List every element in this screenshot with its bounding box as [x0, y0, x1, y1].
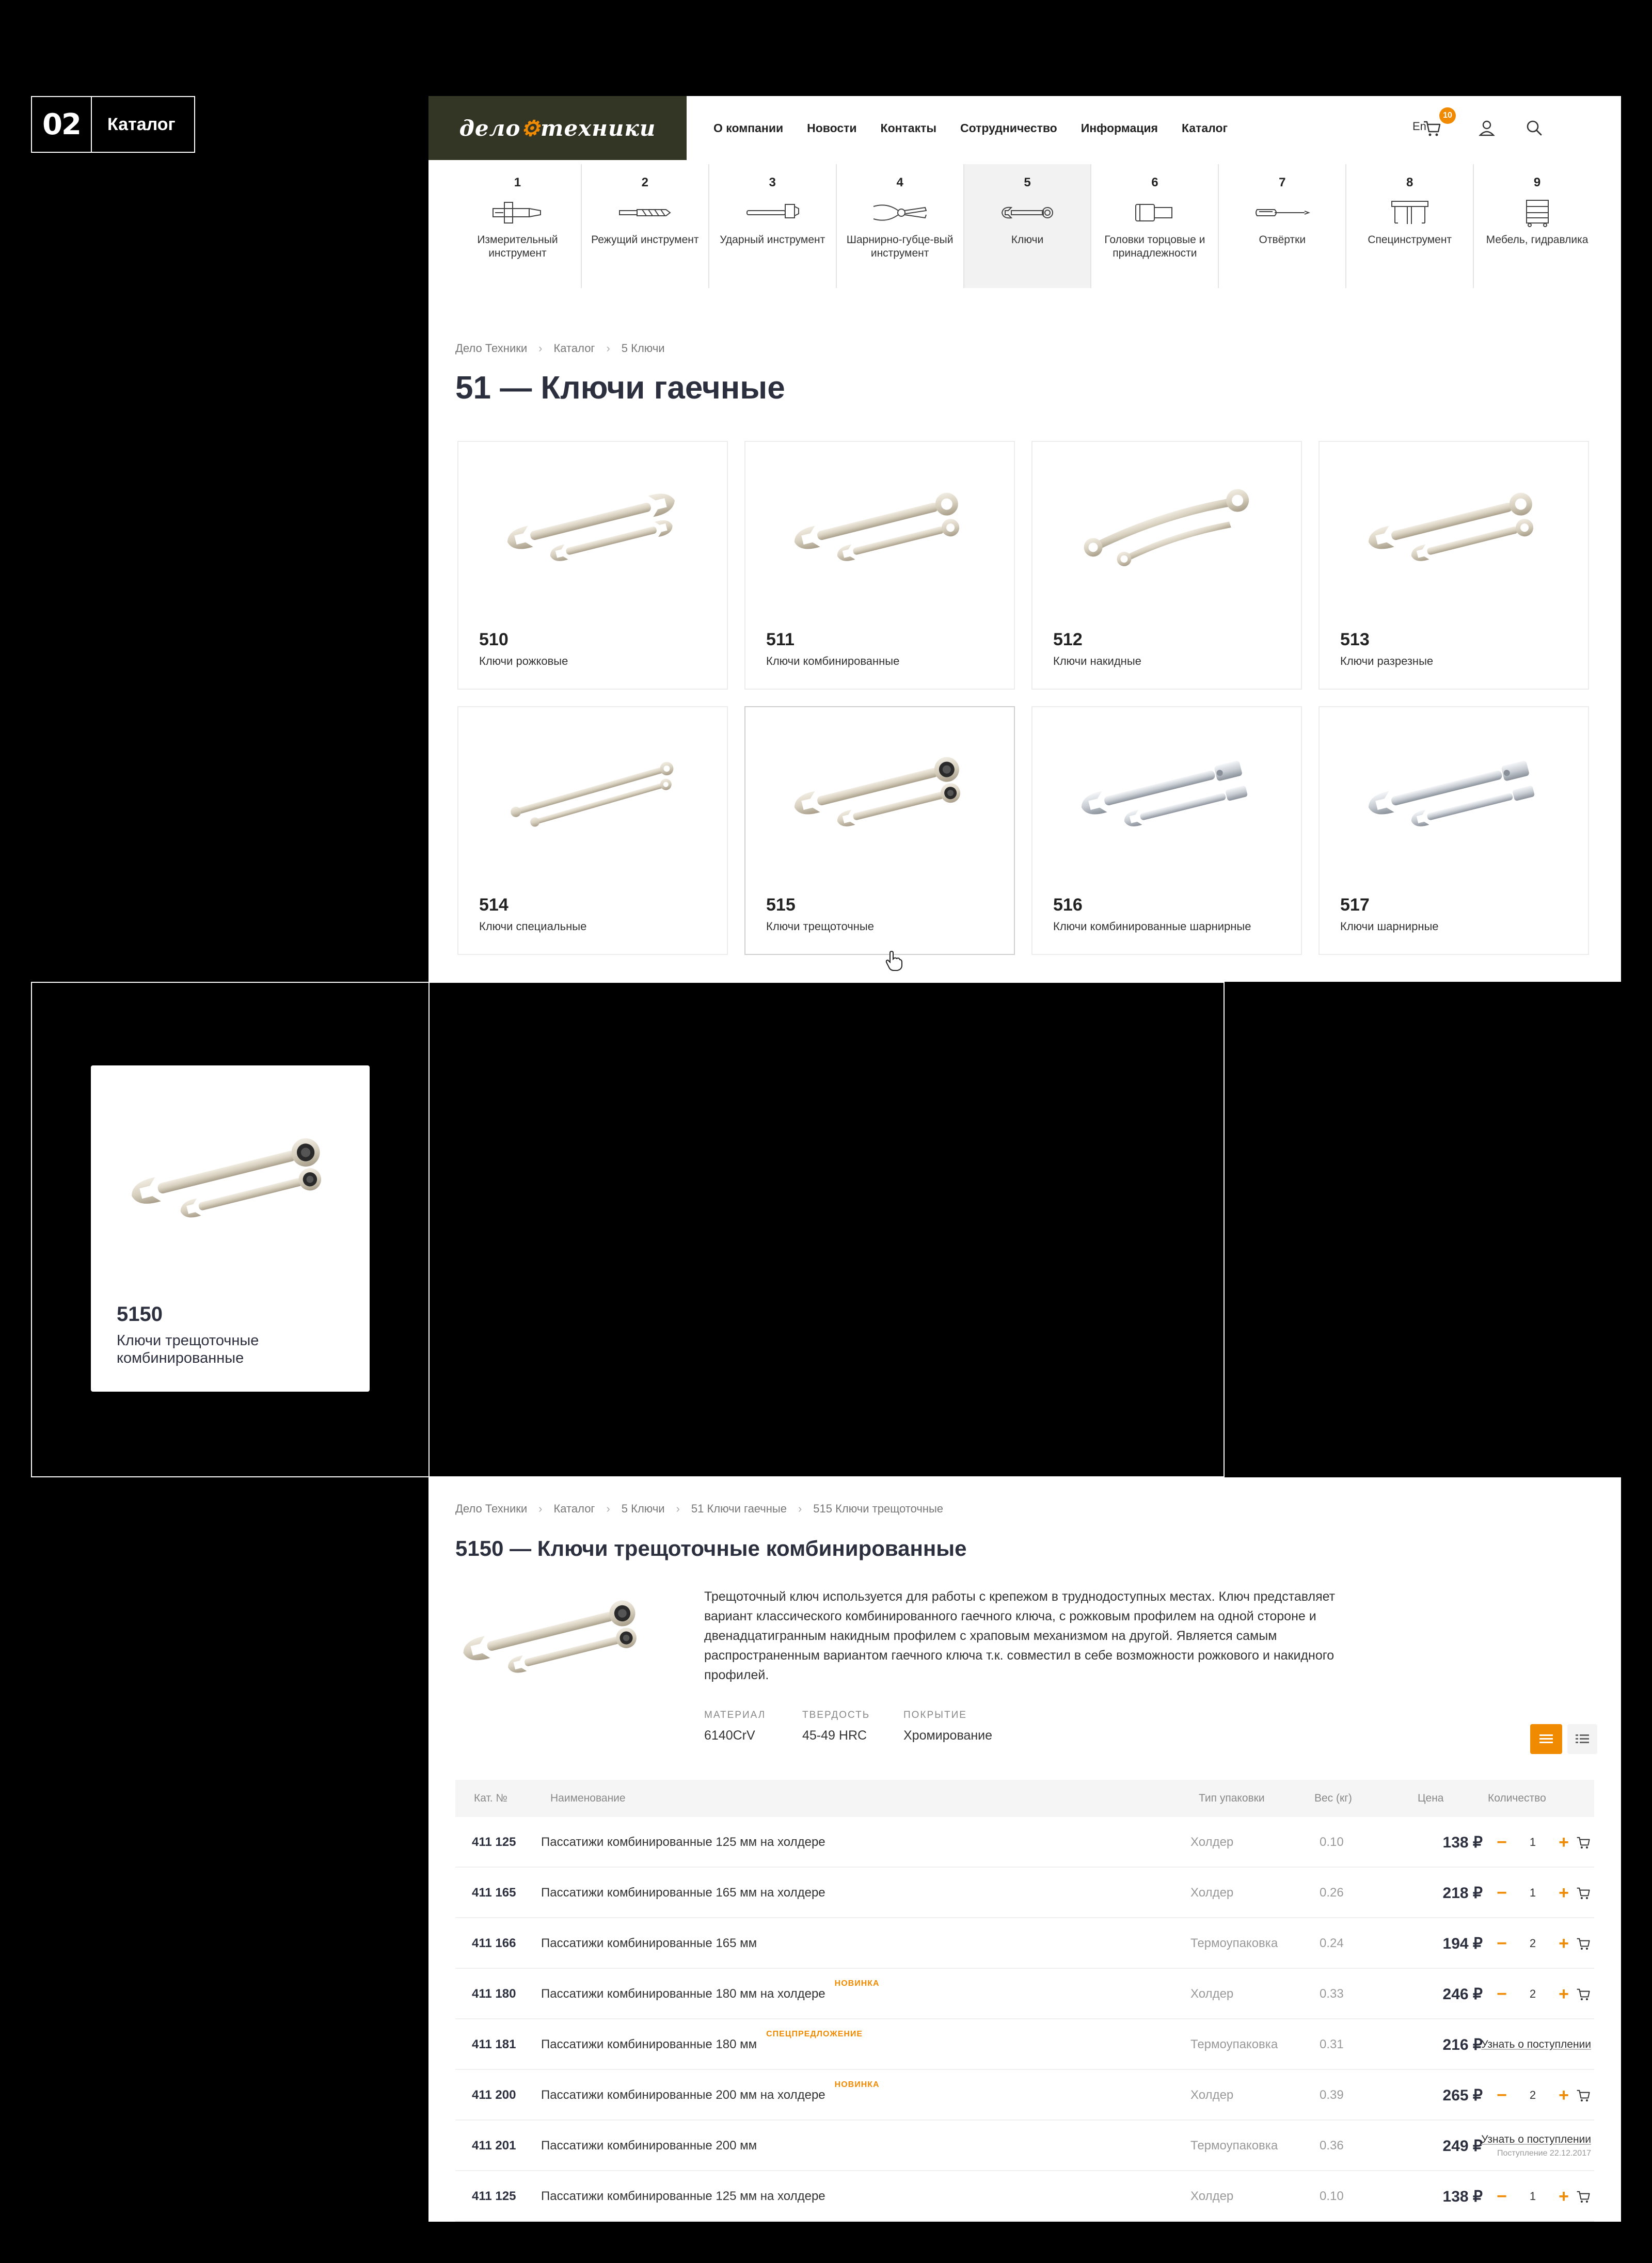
- category-cutting[interactable]: [582, 164, 709, 288]
- row-name[interactable]: [541, 1868, 825, 1918]
- category-number: 2: [641, 176, 649, 189]
- breadcrumb: [455, 342, 665, 355]
- notify-link[interactable]: Узнать о поступлении: [1481, 2038, 1591, 2050]
- qty-increase-button[interactable]: +: [1559, 2186, 1569, 2206]
- hammer-icon: [744, 197, 801, 228]
- row-name-text: Пассатижи комбинированные 125 мм на холдере: [541, 2189, 825, 2203]
- flex-combination-wrench-image: [1074, 743, 1262, 847]
- card-code: 5150: [117, 1303, 163, 1326]
- card-name: Ключи трещоточные комбинированные: [117, 1332, 259, 1366]
- card-name: Ключи рожковые: [479, 655, 568, 667]
- card-name: Ключи накидные: [1053, 655, 1141, 667]
- category-label: Головки торцовые и принадлежности: [1104, 234, 1205, 259]
- logo-suffix: техники: [541, 115, 656, 141]
- add-to-cart-button[interactable]: [1575, 1868, 1595, 1918]
- qty-increase-button[interactable]: +: [1559, 2085, 1569, 2105]
- row-weight: 0.33: [1320, 1987, 1344, 2001]
- table-row: [455, 2019, 1594, 2070]
- qty-decrease-button[interactable]: −: [1497, 1883, 1507, 1903]
- qty-value[interactable]: 2: [1529, 2089, 1536, 2101]
- pliers-icon: [871, 197, 928, 228]
- qty-increase-button[interactable]: +: [1559, 1883, 1569, 1903]
- category-pliers[interactable]: [837, 164, 964, 288]
- screwdriver-icon: [1254, 197, 1311, 228]
- card-name: Ключи комбинированные: [766, 655, 900, 667]
- category-label: Шарнирно-губце-вый инструмент: [846, 234, 954, 259]
- row-price: 138 ₽: [1442, 1834, 1483, 1851]
- nav-item-partnership[interactable]: Сотрудничество: [960, 121, 1057, 135]
- row-price: 249 ₽: [1442, 2137, 1483, 2155]
- qty-decrease-button[interactable]: −: [1497, 1933, 1507, 1953]
- product-description: Трещоточный ключ используется для работы с крепежом в труднодоступных местах. Ключ представляет вариант классического комбинированного гаечного ключа, с рожковым профилем на одной стороне и двенадцатигранным накидным профилем с храповым механизмом на другой. Является самым распространенным вариантом гаечного ключа т.к. совместил в себе возможности рожкового и накидного профилей.: [704, 1589, 1336, 1682]
- category-card-512[interactable]: [1031, 441, 1302, 690]
- hand-cursor-icon: [885, 951, 902, 971]
- user-icon[interactable]: [1475, 117, 1498, 139]
- table-row: [455, 2171, 1594, 2222]
- add-to-cart-button[interactable]: [1575, 2171, 1595, 2222]
- qty-decrease-button[interactable]: −: [1497, 1984, 1507, 2004]
- category-number: 5: [1024, 176, 1031, 189]
- breadcrumb-item[interactable]: Дело Техники: [455, 342, 528, 355]
- qty-value[interactable]: 1: [1529, 1836, 1536, 1848]
- nav-item-about[interactable]: О компании: [713, 121, 784, 135]
- section-number: 02: [32, 97, 92, 152]
- row-pack: Термоупаковка: [1190, 1936, 1278, 1950]
- category-sockets[interactable]: [1091, 164, 1219, 288]
- row-price: 218 ₽: [1442, 1884, 1483, 1902]
- qty-increase-button[interactable]: +: [1559, 1832, 1569, 1852]
- col-qty: Количество: [1488, 1792, 1546, 1804]
- category-label: Ударный инструмент: [720, 234, 825, 246]
- row-price: 265 ₽: [1442, 2086, 1483, 2104]
- row-name[interactable]: [541, 1969, 880, 2019]
- chevron-right-icon: ›: [538, 342, 543, 355]
- row-name[interactable]: [541, 1817, 825, 1868]
- qty-increase-button[interactable]: +: [1559, 1984, 1569, 2004]
- drill-bit-icon: [616, 197, 673, 228]
- row-name-text: Пассатижи комбинированные 180 мм на холдере: [541, 1987, 825, 2001]
- row-name[interactable]: [541, 2121, 757, 2171]
- row-code: 411 165: [472, 1886, 516, 1900]
- row-code: 411 166: [472, 1936, 516, 1950]
- cart-icon: [1575, 1985, 1592, 2003]
- detail-list-icon: [1576, 1733, 1589, 1745]
- row-code: 411 125: [472, 1835, 516, 1849]
- row-pack: Холдер: [1190, 1886, 1234, 1900]
- qty-decrease-button[interactable]: −: [1497, 2186, 1507, 2206]
- table-header: [455, 1780, 1594, 1817]
- list-icon: [1539, 1733, 1553, 1745]
- col-weight: Вес (кг): [1314, 1792, 1352, 1804]
- category-number: 9: [1533, 176, 1541, 189]
- card-name: Ключи шарнирные: [1340, 920, 1439, 933]
- flex-socket-wrench-image: [1361, 743, 1549, 847]
- category-label: Ключи: [1011, 234, 1044, 246]
- cart-icon: [1575, 1935, 1592, 1952]
- quantity-stepper: [1494, 1817, 1571, 1868]
- combination-wrench-image: [787, 478, 975, 581]
- category-number: 8: [1406, 176, 1413, 189]
- chevron-right-icon: ›: [798, 1502, 802, 1515]
- card-name: Ключи трещоточные: [766, 920, 874, 933]
- col-name: Наименование: [550, 1792, 626, 1804]
- cart-icon: [1575, 1884, 1592, 1902]
- category-number: 1: [514, 176, 521, 189]
- qty-value[interactable]: 2: [1529, 1937, 1536, 1950]
- category-wrenches[interactable]: [964, 164, 1092, 288]
- spec-material: [704, 1710, 766, 1743]
- spec-label: МАТЕРИАЛ: [704, 1710, 766, 1720]
- chevron-right-icon: ›: [606, 342, 610, 355]
- nav-item-catalog[interactable]: Каталог: [1181, 121, 1228, 135]
- row-name[interactable]: [541, 1918, 757, 1969]
- col-code: Кат. №: [474, 1792, 507, 1804]
- page-title: 5150 — Ключи трещоточные комбинированные: [455, 1536, 967, 1560]
- detailed-view-toggle[interactable]: [1567, 1724, 1597, 1754]
- row-price: 194 ₽: [1442, 1935, 1483, 1952]
- row-name[interactable]: [541, 2070, 880, 2121]
- card-code: 516: [1053, 895, 1083, 915]
- logo-prefix: дело: [459, 115, 521, 141]
- card-code: 511: [766, 630, 795, 649]
- row-name-text: Пассатижи комбинированные 200 мм: [541, 2139, 757, 2153]
- spec-value: 6140CrV: [704, 1728, 755, 1743]
- ratchet-wrench-image: [123, 1122, 338, 1241]
- breadcrumb-item[interactable]: Каталог: [553, 342, 595, 355]
- caliper-icon: [489, 197, 546, 228]
- row-name-text: Пассатижи комбинированные 125 мм на холдере: [541, 1835, 825, 1849]
- spec-value: 45-49 HRC: [802, 1728, 867, 1743]
- chevron-right-icon: ›: [676, 1502, 680, 1515]
- notify-link[interactable]: Узнать о поступлении: [1481, 2133, 1591, 2145]
- breadcrumb-item[interactable]: 51 Ключи гаечные: [691, 1502, 787, 1515]
- row-weight: 0.26: [1320, 1886, 1344, 1900]
- list-view-toggle[interactable]: [1530, 1724, 1562, 1754]
- table-row: [455, 2070, 1594, 2121]
- section-title: Каталог: [107, 114, 176, 134]
- row-price: 216 ₽: [1442, 2036, 1483, 2053]
- row-name-text: Пассатижи комбинированные 200 мм на холдере: [541, 2088, 825, 2102]
- search-icon[interactable]: [1523, 117, 1546, 139]
- table-row: [455, 1918, 1594, 1969]
- row-pack: Термоупаковка: [1190, 2139, 1278, 2153]
- flare-nut-wrench-image: [1361, 478, 1549, 581]
- section-label: [31, 96, 195, 153]
- qty-value[interactable]: 2: [1529, 1987, 1536, 2000]
- category-card-510[interactable]: [457, 441, 728, 690]
- divider: [428, 982, 430, 1477]
- quantity-stepper: [1494, 2171, 1571, 2222]
- category-number: 7: [1279, 176, 1286, 189]
- table-row: [455, 1868, 1594, 1918]
- category-card-517[interactable]: [1319, 706, 1589, 955]
- row-code: 411 181: [472, 2037, 516, 2051]
- row-tag-badge: НОВИНКА: [834, 2080, 880, 2089]
- cart-icon[interactable]: [1421, 117, 1443, 139]
- card-name: Ключи специальные: [479, 920, 587, 933]
- category-screwdrivers[interactable]: [1219, 164, 1346, 288]
- row-name-text: Пассатижи комбинированные 180 мм: [541, 2037, 757, 2051]
- breadcrumb-item[interactable]: Дело Техники: [455, 1502, 528, 1515]
- special-wrench-image: [500, 743, 688, 847]
- category-label: Измерительный инструмент: [477, 234, 558, 259]
- table-row: [455, 2121, 1594, 2171]
- card-code: 515: [766, 895, 796, 915]
- category-label: Мебель, гидравлика: [1486, 234, 1589, 246]
- add-to-cart-button[interactable]: [1575, 2070, 1595, 2121]
- quantity-stepper: [1494, 1868, 1571, 1918]
- chevron-right-icon: ›: [606, 1502, 610, 1515]
- row-pack: Холдер: [1190, 2189, 1234, 2203]
- category-furniture[interactable]: [1474, 164, 1600, 288]
- page-title: 51 — Ключи гаечные: [455, 370, 785, 406]
- logo[interactable]: [428, 96, 687, 160]
- catalog-page: [428, 96, 1621, 982]
- quantity-stepper: [1494, 2070, 1571, 2121]
- card-code: 512: [1053, 630, 1083, 649]
- language-switch[interactable]: En: [1412, 120, 1426, 133]
- add-to-cart-button[interactable]: [1575, 1817, 1595, 1868]
- row-weight: 0.10: [1320, 2189, 1344, 2203]
- breadcrumb: [455, 1502, 943, 1516]
- spec-value: Хромирование: [903, 1728, 993, 1743]
- row-name-text: Пассатижи комбинированные 165 мм на холдере: [541, 1886, 825, 1900]
- card-name: Ключи разрезные: [1340, 655, 1434, 667]
- card-code: 510: [479, 630, 509, 649]
- row-weight: 0.31: [1320, 2037, 1344, 2051]
- card-code: 514: [479, 895, 509, 915]
- row-pack: Термоупаковка: [1190, 2037, 1278, 2051]
- socket-icon: [1126, 197, 1183, 228]
- cart-icon: [1575, 2188, 1592, 2205]
- qty-value[interactable]: 1: [1529, 1886, 1536, 1899]
- breadcrumb-item[interactable]: 5 Ключи: [621, 1502, 665, 1515]
- nav-item-information[interactable]: Информация: [1081, 121, 1158, 135]
- nav-item-news[interactable]: Новости: [807, 121, 857, 135]
- breadcrumb-item[interactable]: 5 Ключи: [621, 342, 665, 355]
- qty-decrease-button[interactable]: −: [1497, 2085, 1507, 2105]
- box-end-wrench-image: [1074, 478, 1262, 581]
- category-striking[interactable]: [709, 164, 837, 288]
- row-tag-badge: СПЕЦПРЕДЛОЖЕНИЕ: [766, 2030, 863, 2038]
- tool-cart-icon: [1509, 197, 1566, 228]
- main-nav: [713, 96, 1228, 160]
- row-code: 411 180: [472, 1987, 516, 2001]
- ratchet-wrench-image: [787, 743, 975, 847]
- col-pack: Тип упаковки: [1199, 1792, 1265, 1804]
- row-code: 411 201: [472, 2139, 516, 2153]
- row-name[interactable]: [541, 2171, 825, 2222]
- wrench-icon: [999, 197, 1056, 228]
- product-page: [428, 1477, 1621, 2222]
- category-label: Режущий инструмент: [591, 234, 699, 246]
- row-pack: Холдер: [1190, 1835, 1234, 1849]
- row-tag-badge: НОВИНКА: [834, 1979, 880, 1988]
- open-end-wrench-image: [500, 478, 688, 581]
- category-measuring[interactable]: [454, 164, 582, 288]
- category-card-511[interactable]: [744, 441, 1015, 690]
- row-code: 411 125: [472, 2189, 516, 2203]
- spec-label: ПОКРЫТИЕ: [903, 1710, 967, 1720]
- cart-count-badge: 10: [1439, 107, 1456, 124]
- add-to-cart-button[interactable]: [1575, 1918, 1595, 1969]
- row-price: 138 ₽: [1442, 2188, 1483, 2205]
- row-notify: [1483, 2019, 1591, 2070]
- nav-item-contacts[interactable]: Контакты: [880, 121, 936, 135]
- row-pack: Холдер: [1190, 1987, 1234, 2001]
- row-code: 411 200: [472, 2088, 516, 2102]
- card-name: Ключи комбинированные шарнирные: [1053, 920, 1251, 933]
- product-card-5150[interactable]: [91, 1065, 370, 1392]
- category-special[interactable]: [1346, 164, 1474, 288]
- row-price: 246 ₽: [1442, 1985, 1483, 2003]
- spec-coating: [903, 1710, 992, 1743]
- col-price: Цена: [1418, 1792, 1444, 1804]
- add-to-cart-button[interactable]: [1575, 1969, 1595, 2019]
- category-number: 3: [769, 176, 776, 189]
- spec-hardness: [802, 1710, 870, 1743]
- category-card-513[interactable]: [1319, 441, 1589, 690]
- breadcrumb-item[interactable]: 515 Ключи трещоточные: [813, 1502, 944, 1515]
- logo-gear-icon: ⚙: [520, 115, 541, 141]
- category-label: Отвёртки: [1259, 234, 1306, 246]
- category-number: 4: [896, 176, 903, 189]
- category-bar: [454, 164, 1600, 288]
- category-card-515[interactable]: [744, 706, 1015, 955]
- qty-value[interactable]: 1: [1529, 2190, 1536, 2203]
- row-notify: [1483, 2121, 1591, 2171]
- cart-icon: [1575, 1834, 1592, 1851]
- category-number: 6: [1151, 176, 1158, 189]
- arrival-date: Поступление 22.12.2017: [1497, 2149, 1591, 2158]
- spec-label: ТВЕРДОСТЬ: [802, 1710, 870, 1720]
- category-label: Специнструмент: [1368, 234, 1452, 246]
- row-weight: 0.24: [1320, 1936, 1344, 1950]
- qty-decrease-button[interactable]: −: [1497, 1832, 1507, 1852]
- cart-icon: [1575, 2086, 1592, 2104]
- row-pack: Холдер: [1190, 2088, 1234, 2102]
- card-code: 513: [1340, 630, 1370, 649]
- product-image: [455, 1586, 652, 1694]
- quantity-stepper: [1494, 1918, 1571, 1969]
- qty-increase-button[interactable]: +: [1559, 1933, 1569, 1953]
- site-header: [428, 96, 1621, 160]
- row-weight: 0.10: [1320, 1835, 1344, 1849]
- table-row: [455, 1969, 1594, 2019]
- row-weight: 0.36: [1320, 2139, 1344, 2153]
- chevron-right-icon: ›: [538, 1502, 543, 1515]
- quantity-stepper: [1494, 1969, 1571, 2019]
- row-name-text: Пассатижи комбинированные 165 мм: [541, 1936, 757, 1950]
- category-card-514[interactable]: [457, 706, 728, 955]
- card-code: 517: [1340, 895, 1370, 915]
- row-name[interactable]: [541, 2019, 863, 2070]
- divider: [1224, 982, 1225, 1477]
- row-weight: 0.39: [1320, 2088, 1344, 2102]
- breadcrumb-item[interactable]: Каталог: [553, 1502, 595, 1515]
- puller-icon: [1381, 197, 1438, 228]
- category-card-516[interactable]: [1031, 706, 1302, 955]
- table-row: [455, 1817, 1594, 1868]
